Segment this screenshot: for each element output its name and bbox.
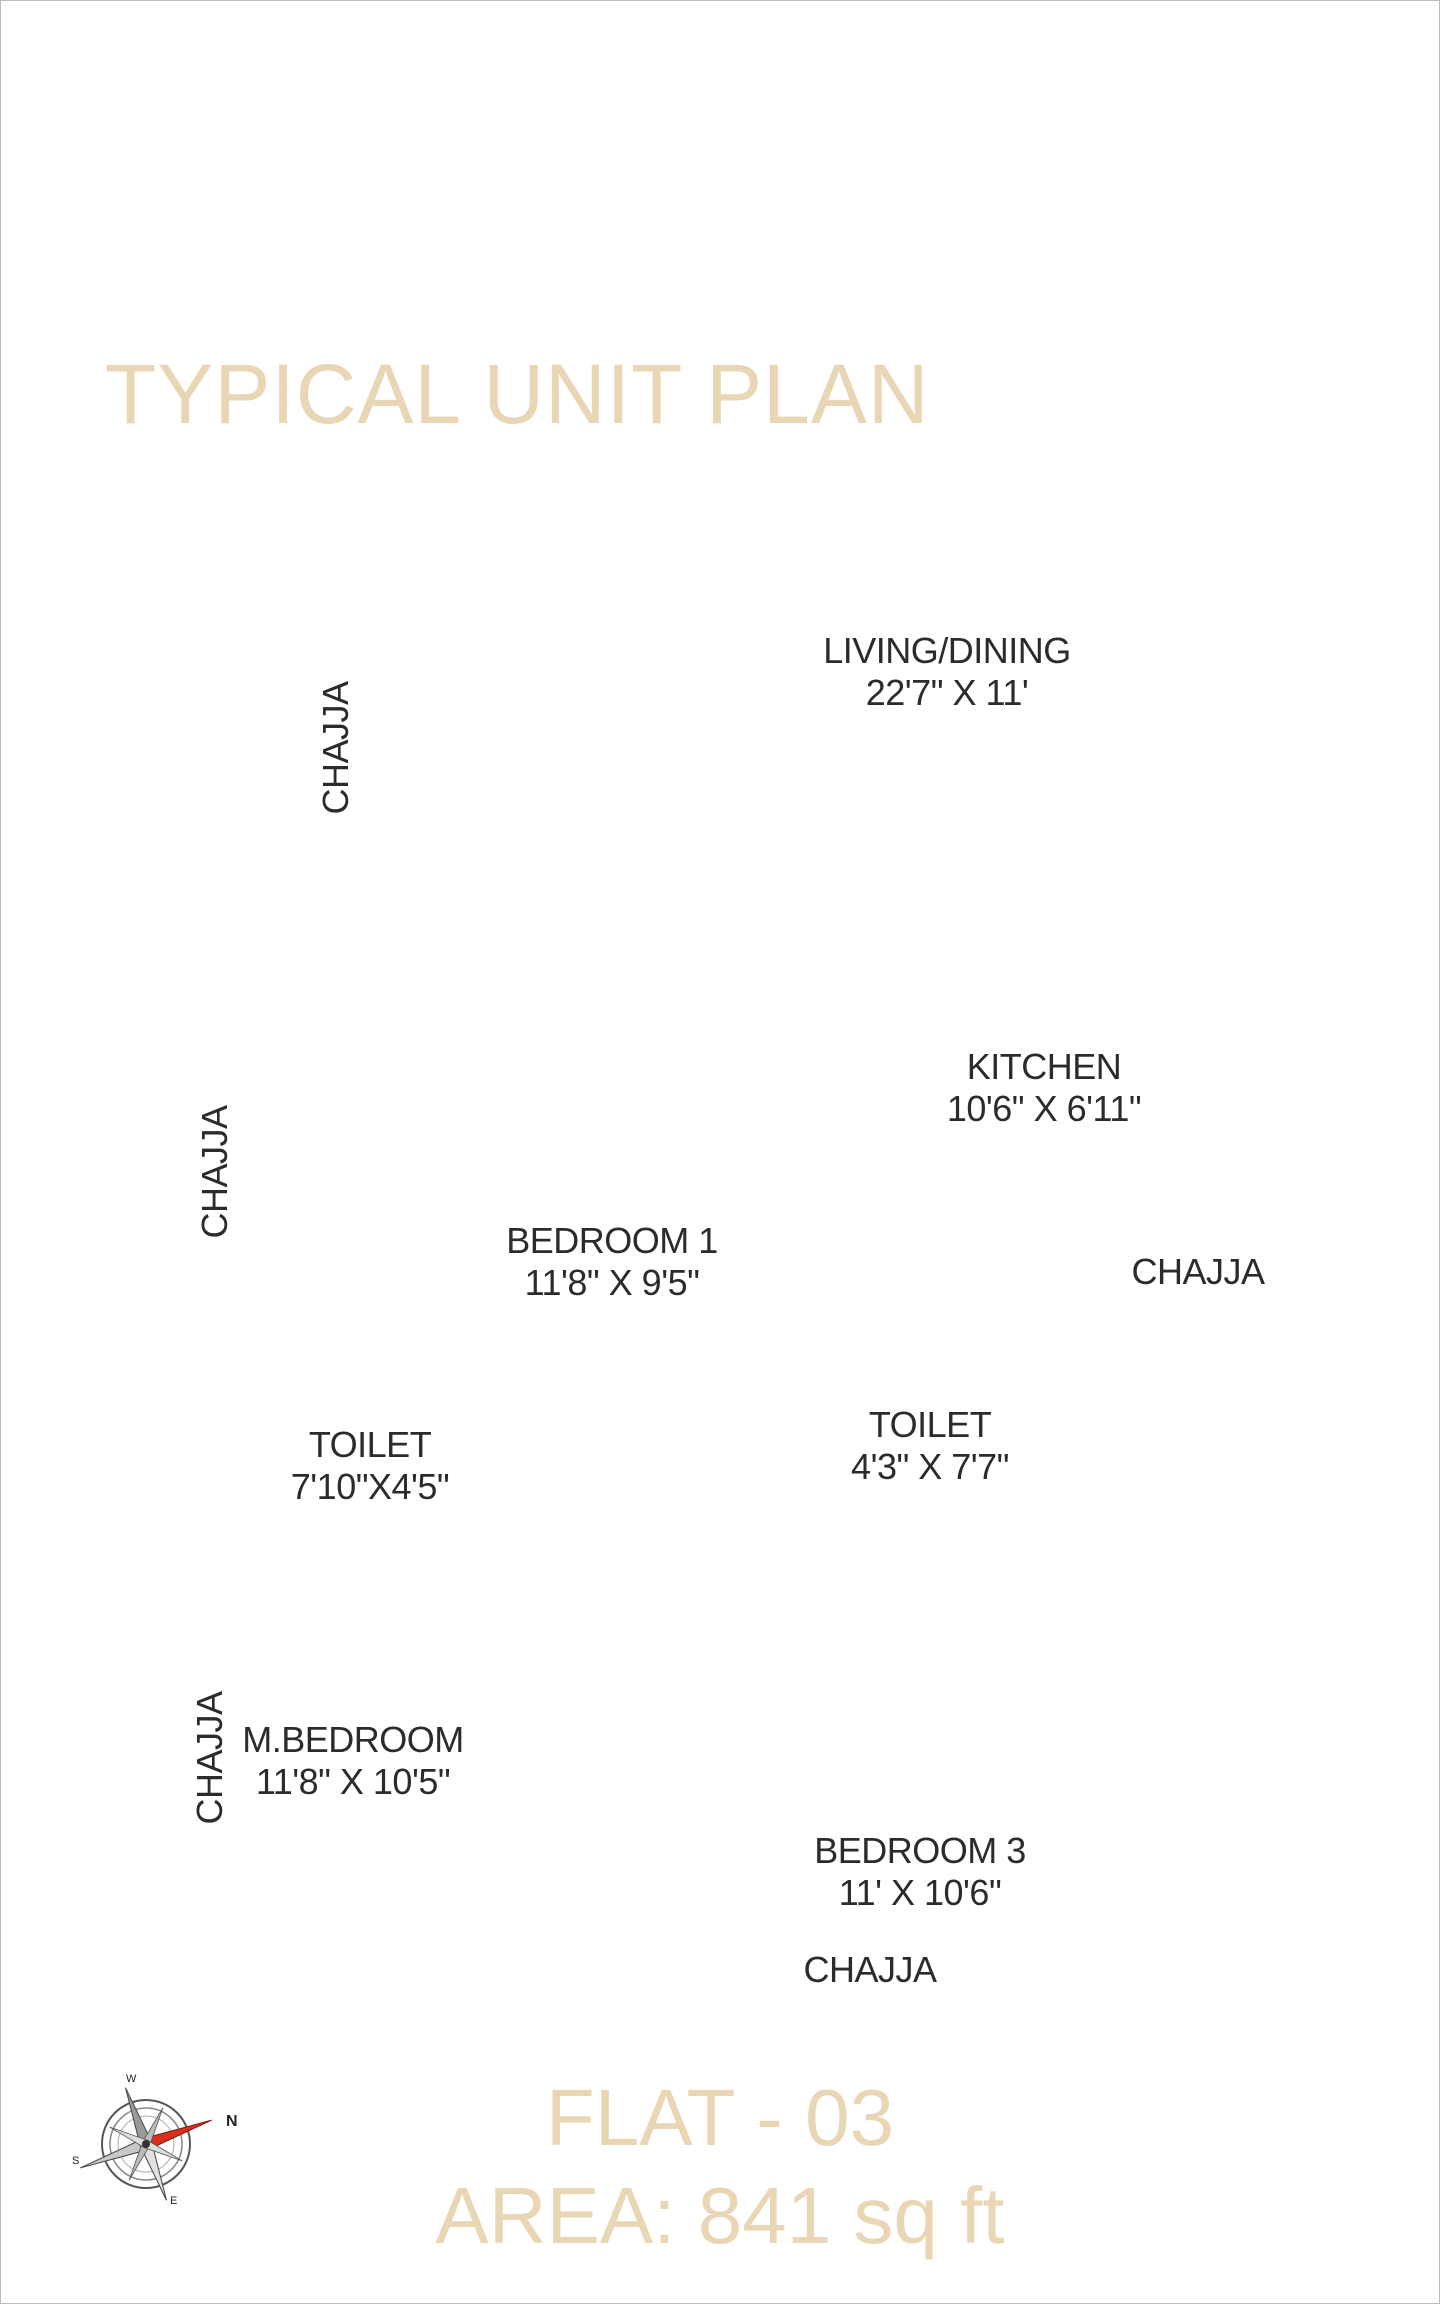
- room-master-bedroom: [242, 1719, 464, 1803]
- chajja-top-left: CHAJJA: [315, 681, 356, 815]
- chajja-mid-left: CHAJJA: [194, 1105, 235, 1239]
- room-name: TOILET: [308, 1424, 432, 1465]
- room-size: 11' X 10'6": [838, 1872, 1002, 1913]
- room-bedroom-1: [506, 1220, 718, 1304]
- room-size: 11'8" X 10'5": [255, 1761, 451, 1802]
- room-name: LIVING/DINING: [823, 630, 1071, 671]
- room-name: BEDROOM 1: [506, 1220, 718, 1261]
- room-name: KITCHEN: [966, 1046, 1122, 1087]
- room-size: 10'6" X 6'11": [946, 1088, 1142, 1129]
- room-size: 7'10"X4'5": [290, 1466, 450, 1507]
- chajja-bottom-left: CHAJJA: [189, 1691, 230, 1825]
- compass-west-label: W: [126, 2073, 137, 2085]
- room-toilet-left: [291, 1424, 449, 1508]
- compass-east-label: E: [170, 2195, 178, 2207]
- room-kitchen: [947, 1046, 1141, 1130]
- chajja-right: CHAJJA: [1131, 1251, 1265, 1292]
- plan-title: TYPICAL UNIT PLAN: [105, 347, 930, 441]
- room-size: 4'3" X 7'7": [851, 1446, 1009, 1487]
- room-name: TOILET: [868, 1404, 992, 1445]
- room-bedroom-3: [814, 1830, 1026, 1914]
- room-toilet-right: [851, 1404, 1009, 1488]
- room-size: 22'7" X 11': [865, 672, 1029, 713]
- room-size: 11'8" X 9'5": [524, 1262, 700, 1303]
- compass-north-label: N: [226, 2113, 238, 2130]
- room-name: BEDROOM 3: [814, 1830, 1026, 1871]
- room-living-dining: [823, 630, 1071, 714]
- chajja-bottom: CHAJJA: [803, 1949, 937, 1990]
- compass-rose-icon: [62, 2068, 242, 2207]
- flat-number: FLAT - 03: [545, 2073, 895, 2162]
- flat-area: AREA: 841 sq ft: [435, 2171, 1005, 2260]
- compass-south-label: S: [72, 2155, 80, 2167]
- room-name: M.BEDROOM: [242, 1719, 464, 1760]
